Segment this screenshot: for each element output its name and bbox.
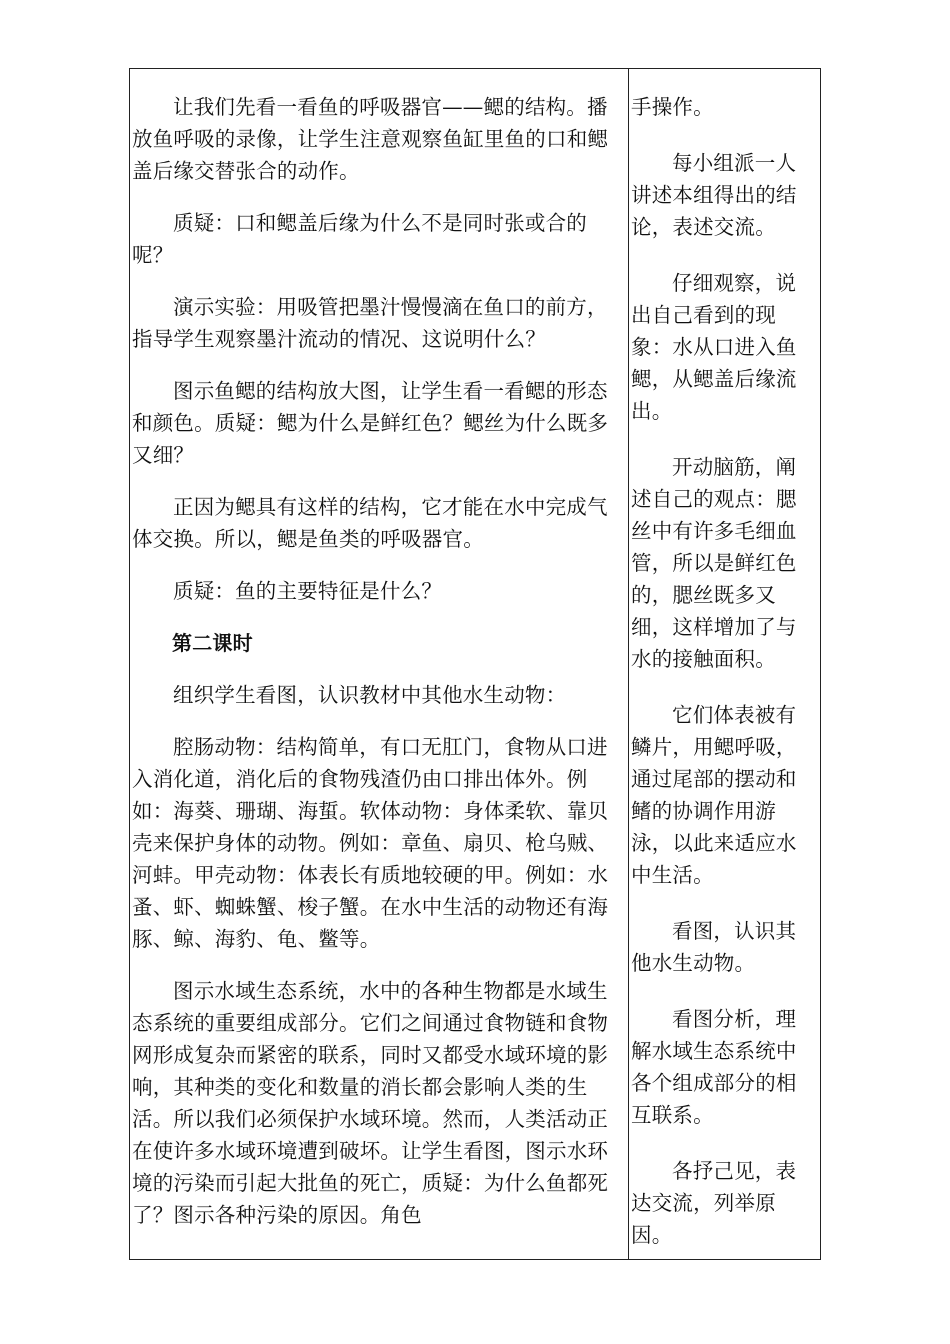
section-heading: 第二课时: [172, 631, 253, 655]
paragraph-question-mouth-gill: 质疑：口和鳃盖后缘为什么不是同时张或合的呢？: [132, 211, 587, 267]
paragraph-animal-groups: 腔肠动物：结构简单，有口无肛门，食物从口进入消化道，消化后的食物残渣仍由口排出体外。例如：海葵、珊瑚、海蜇。软体动物：身体柔软、靠贝壳来保护身体的动物。例如：章鱼、扇贝、枪乌贼、河蚌。甲壳动物：体表长有质地较硬的甲。例如：水蚤、虾、蜘蛛蟹、梭子蟹。在水中生活的动物还有海豚、鲸、海豹、龟、鳖等。: [132, 735, 609, 951]
paragraph-ecosystem-analysis: 看图分析，理解水域生态系统中各个组成部分的相互联系。: [631, 1007, 797, 1127]
paragraph-observe-water-flow: 仔细观察，说出自己看到的现象：水从口进入鱼鳃，从鳃盖后缘流出。: [631, 271, 797, 423]
paragraph-gill-explanation: 开动脑筋，阐述自己的观点：腮丝中有许多毛细血管，所以是鲜红色的，腮丝既多又细，这样增加了与水的接触面积。: [631, 455, 797, 671]
paragraph-recognize-animals: 看图，认识其他水生动物。: [631, 919, 797, 975]
paragraph-fish-adaptation: 它们体表被有鳞片，用鳃呼吸，通过尾部的摆动和鳍的协调作用游泳，以此来适应水中生活。: [631, 703, 797, 887]
paragraph-gas-exchange: 正因为鳃具有这样的结构，它才能在水中完成气体交换。所以，鳃是鱼类的呼吸器官。: [132, 495, 608, 551]
paragraph-discuss-causes: 各抒己见，表达交流，列举原因。: [631, 1159, 797, 1247]
paragraph-fish-features-question: 质疑：鱼的主要特征是什么？: [173, 579, 443, 603]
paragraph-water-ecosystem: 图示水域生态系统，水中的各种生物都是水域生态系统的重要组成部分。它们之间通过食物链和食物网形成复杂而紧密的联系，同时又都受水域环境的影响，其种类的变化和数量的消长都会影响人类的生活。所以我们必须保护水域环境。然而，人类活动正在使许多水域环境遭到破坏。让学生看图，图示水环境的污染而引起大批鱼的死亡，质疑：为什么鱼都死了？图示各种污染的原因。角色: [132, 979, 609, 1227]
teacher-activity-column: [130, 69, 629, 1259]
paragraph-ink-experiment: 演示实验：用吸管把墨汁慢慢滴在鱼口的前方，指导学生观察墨汁流动的情况、这说明什么？: [132, 295, 608, 351]
lesson-table: [129, 68, 821, 1260]
paragraph-hands-on: 手操作。: [631, 95, 714, 119]
paragraph-other-animals-intro: 组织学生看图，认识教材中其他水生动物：: [173, 683, 567, 707]
student-activity-column: [629, 69, 820, 1259]
paragraph-gill-structure: 让我们先看一看鱼的呼吸器官——鳃的结构。播放鱼呼吸的录像，让学生注意观察鱼缸里鱼的口和鳃盖后缘交替张合的动作。: [132, 95, 609, 183]
paragraph-gill-diagram: 图示鱼鳃的结构放大图，让学生看一看鳃的形态和颜色。质疑：鳃为什么是鲜红色？鳃丝为什么既多又细？: [132, 379, 609, 467]
paragraph-group-report: 每小组派一人讲述本组得出的结论，表述交流。: [631, 151, 797, 239]
